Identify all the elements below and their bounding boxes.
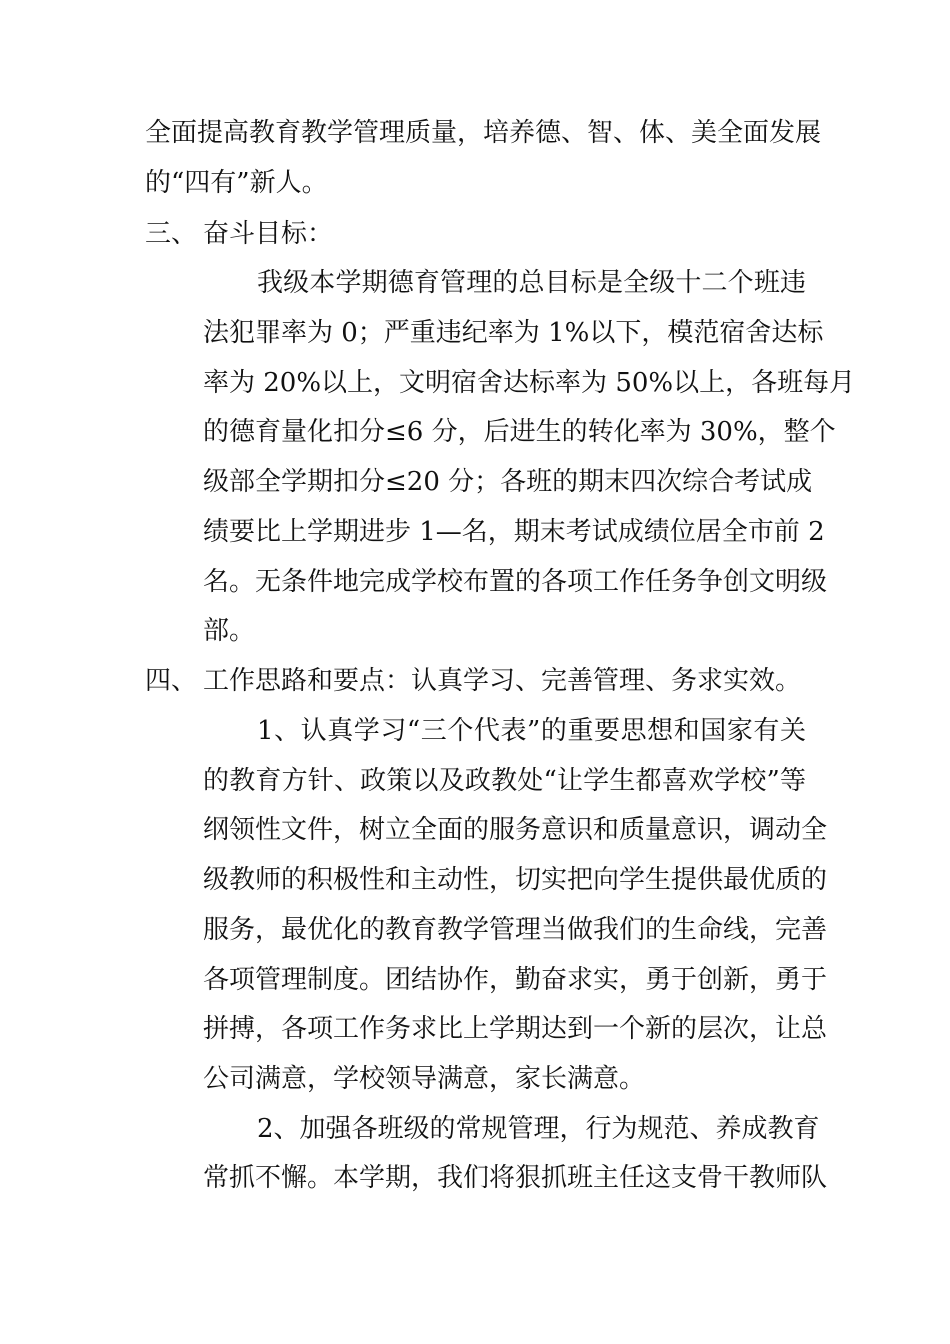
point-2-line-1: 2、加强各班级的常规管理，行为规范、养成教育	[257, 1114, 820, 1144]
point-1-line-5: 服务，最优化的教育教学管理当做我们的生命线，完善	[203, 915, 828, 945]
point-1-line-3: 纲领性文件，树立全面的服务意识和质量意识，调动全	[203, 815, 828, 845]
section-3-title: 奋斗目标：	[203, 219, 334, 249]
section-3-line-7: 名。无条件地完成学校布置的各项工作任务争创文明级	[203, 567, 828, 597]
section-3-line-1: 我级本学期德育管理的总目标是全级十二个班违	[257, 268, 806, 298]
section-3-line-2: 法犯罪率为 0；严重违纪率为 1%以下，模范宿舍达标	[203, 318, 824, 348]
section-3-line-5: 级部全学期扣分≤20 分；各班的期末四次综合考试成	[203, 467, 813, 497]
intro-line-2: 的“四有”新人。	[145, 168, 328, 198]
point-2-line-2: 常抓不懈。本学期，我们将狠抓班主任这支骨干教师队	[203, 1163, 828, 1193]
section-3-line-4: 的德育量化扣分≤6 分，后进生的转化率为 30%，整个	[203, 417, 836, 447]
point-1-line-4: 级教师的积极性和主动性，切实把向学生提供最优质的	[203, 865, 828, 895]
point-1-line-7: 拼搏，各项工作务求比上学期达到一个新的层次，让总	[203, 1014, 828, 1044]
point-1-line-1: 1、认真学习“三个代表”的重要思想和国家有关	[257, 716, 806, 746]
section-3-line-3: 率为 20%以上，文明宿舍达标率为 50%以上，各班每月	[203, 368, 856, 398]
section-4-title: 工作思路和要点：认真学习、完善管理、务求实效。	[203, 666, 802, 696]
section-4-number: 四、	[145, 666, 198, 696]
section-3-line-6: 绩要比上学期进步 1—名，期末考试成绩位居全市前 2	[203, 517, 825, 547]
section-3-line-8: 部。	[203, 616, 256, 646]
point-1-line-2: 的教育方针、政策以及政教处“让学生都喜欢学校”等	[203, 766, 806, 796]
section-3-number: 三、	[145, 219, 198, 249]
point-1-line-8: 公司满意，学校领导满意，家长满意。	[203, 1064, 646, 1094]
intro-line-1: 全面提高教育教学管理质量，培养德、智、体、美全面发展	[145, 118, 822, 148]
point-1-line-6: 各项管理制度。团结协作，勤奋求实，勇于创新，勇于	[203, 965, 828, 995]
